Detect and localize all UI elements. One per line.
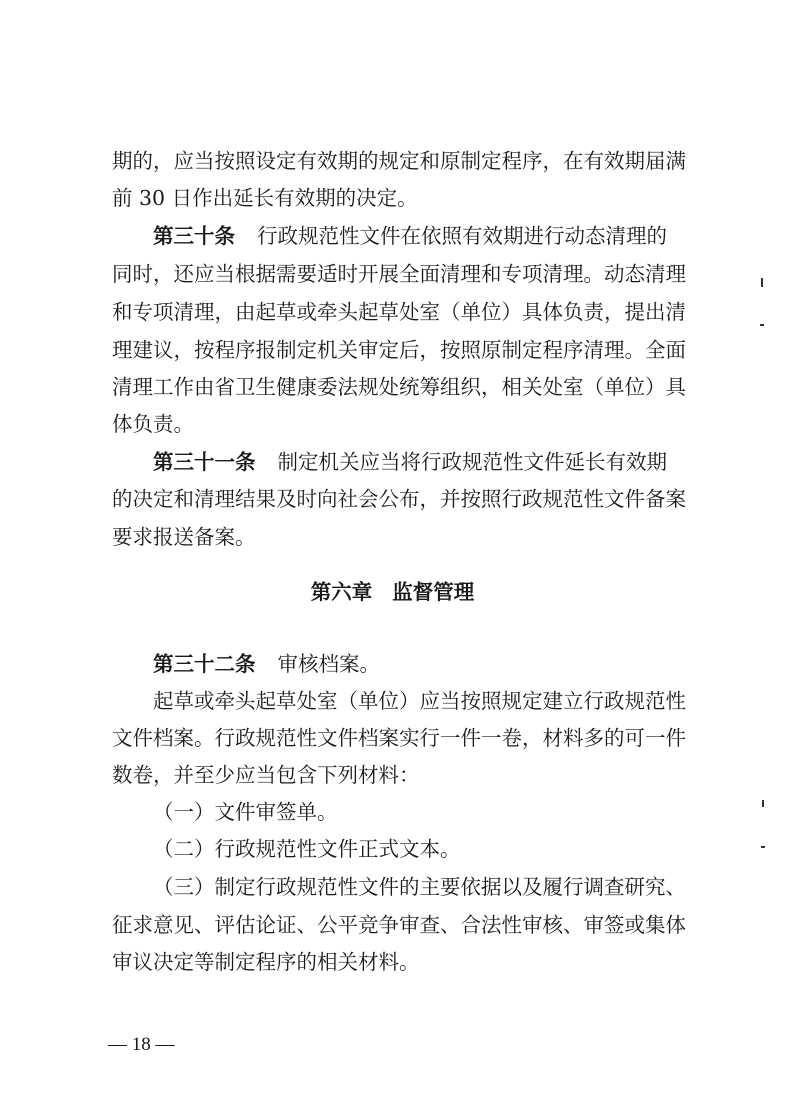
article-32-text: 审核档案。 — [277, 652, 380, 676]
text-line: 数卷，并至少应当包含下列材料： — [112, 763, 420, 787]
text-line: 的决定和清理结果及时向社会公布，并按照行政规范性文件备案 — [112, 487, 686, 511]
text-line: 清理工作由省卫生健康委法规处统筹组织，相关处室（单位）具 — [112, 375, 686, 399]
text-line: 起草或牵头起草处室（单位）应当按照规定建立行政规范性 — [153, 689, 686, 713]
scan-mark — [760, 324, 764, 326]
list-item: （二）行政规范性文件正式文本。 — [153, 837, 461, 861]
text-line: 理建议，按程序报制定机关审定后，按照原制定程序清理。全面 — [112, 338, 686, 362]
article-32-first-line — [0, 649, 785, 679]
chapter-title: 监督管理 — [392, 580, 475, 604]
article-32-title: 第三十二条 — [153, 652, 256, 676]
text-line: 体负责。 — [112, 412, 194, 436]
article-31-title: 第三十一条 — [153, 450, 256, 474]
text-line: 征求意见、评估论证、公平竞争审查、合法性审核、审签或集体 — [112, 913, 686, 937]
scan-mark — [761, 278, 763, 287]
article-30-first-line — [0, 221, 785, 251]
article-30-text: 行政规范性文件在依照有效期进行动态清理的 — [257, 224, 667, 248]
article-30-title: 第三十条 — [153, 224, 235, 248]
scan-mark — [761, 846, 765, 848]
list-item: （一）文件审签单。 — [153, 800, 338, 824]
text-line: 审议决定等制定程序的相关材料。 — [112, 950, 420, 974]
text-line: 文件档案。行政规范性文件档案实行一件一卷，材料多的可一件 — [112, 726, 686, 750]
page-number: — 18 — — [108, 1034, 175, 1055]
text-line: 和专项清理，由起草或牵头起草处室（单位）具体负责，提出清 — [112, 300, 686, 324]
list-item: （三）制定行政规范性文件的主要依据以及履行调查研究、 — [153, 875, 686, 899]
text-line: 同时，还应当根据需要适时开展全面清理和专项清理。动态清理 — [112, 262, 686, 286]
chapter-heading — [0, 577, 785, 607]
text-line: 前 30 日作出延长有效期的决定。 — [112, 186, 418, 210]
scan-mark — [762, 800, 764, 807]
article-31-text: 制定机关应当将行政规范性文件延长有效期 — [277, 450, 667, 474]
text-line: 期的，应当按照设定有效期的规定和原制定程序，在有效期届满 — [112, 149, 686, 173]
text-line: 要求报送备案。 — [112, 525, 256, 549]
chapter-number: 第六章 — [310, 580, 373, 604]
article-31-first-line — [0, 447, 785, 477]
